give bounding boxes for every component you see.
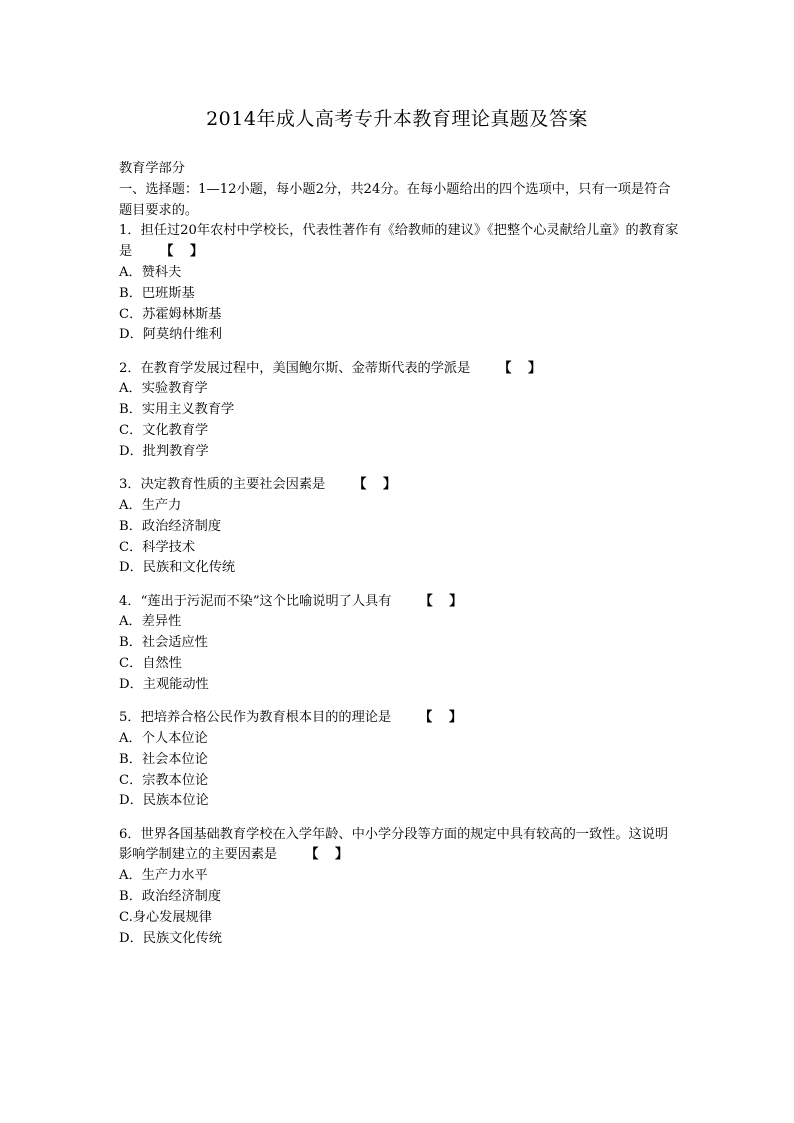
question-2 bbox=[119, 359, 679, 463]
answer-bracket: 【 】 bbox=[305, 847, 355, 863]
question-1 bbox=[119, 221, 679, 346]
section-heading: 教育学部分 bbox=[119, 161, 185, 176]
option-d: D．民族和文化传统 bbox=[119, 560, 236, 576]
option-b: B．社会适应性 bbox=[119, 635, 208, 651]
question-3 bbox=[119, 475, 679, 579]
option-b: B．巴班斯基 bbox=[119, 285, 195, 301]
option-c: C．科学技术 bbox=[119, 539, 196, 555]
option-a: A．实验教育学 bbox=[119, 381, 208, 397]
document-title: 2014年成人高考专升本教育理论真题及答案 bbox=[206, 108, 588, 130]
option-a: A．生产力水平 bbox=[119, 868, 208, 884]
answer-bracket: 【 】 bbox=[498, 360, 548, 376]
question-stem: 4．“莲出于污泥而不染”这个比喻说明了人具有 【 】 bbox=[119, 593, 469, 609]
answer-bracket: 【 】 bbox=[160, 244, 210, 260]
option-b: B．政治经济制度 bbox=[119, 518, 222, 534]
question-list bbox=[119, 221, 679, 949]
question-6 bbox=[119, 825, 679, 950]
question-stem: 5．把培养合格公民作为教育根本目的的理论是 【 】 bbox=[119, 710, 469, 726]
option-b: B．实用主义教育学 bbox=[119, 402, 235, 418]
question-stem: 1．担任过20年农村中学校长，代表性著作有《给教师的建议》《把整个心灵献给儿童》的教育家是 【 】 bbox=[119, 223, 679, 260]
option-d: D．民族文化传统 bbox=[119, 930, 222, 946]
question-4 bbox=[119, 592, 679, 696]
question-stem: 3．决定教育性质的主要社会因素是 【 】 bbox=[119, 477, 403, 493]
option-b: B．社会本位论 bbox=[119, 751, 208, 767]
question-5 bbox=[119, 708, 679, 812]
option-c: C．宗教本位论 bbox=[119, 772, 209, 788]
option-c: C．文化教育学 bbox=[119, 423, 209, 439]
instructions: 一、选择题：1—12小题，每小题2分，共24分。在每小题给出的四个选项中，只有一项是符合题目要求的。 bbox=[119, 181, 671, 218]
question-stem: 6．世界各国基础教育学校在入学年龄、中小学分段等方面的规定中具有较高的一致性。这说明影响学制建立的主要因素是 【 】 bbox=[119, 826, 669, 863]
answer-bracket: 【 】 bbox=[419, 593, 469, 609]
option-d: D．主观能动性 bbox=[119, 676, 209, 692]
option-d: D．批判教育学 bbox=[119, 443, 209, 459]
option-b: B．政治经济制度 bbox=[119, 889, 222, 904]
option-c: C．自然性 bbox=[119, 656, 182, 672]
document-body bbox=[119, 159, 679, 949]
option-a: A．生产力 bbox=[119, 497, 182, 513]
option-c: C．苏霍姆林斯基 bbox=[119, 306, 222, 322]
option-d: D．民族本位论 bbox=[119, 793, 209, 809]
answer-bracket: 【 】 bbox=[353, 477, 403, 493]
option-a: A．个人本位论 bbox=[119, 730, 208, 746]
option-a: A．赞科夫 bbox=[119, 264, 182, 280]
option-d: D．阿莫纳什维利 bbox=[119, 327, 222, 343]
question-stem: 2．在教育学发展过程中，美国鲍尔斯、金蒂斯代表的学派是 【 】 bbox=[119, 360, 548, 376]
answer-bracket: 【 】 bbox=[419, 710, 469, 726]
option-a: A．差异性 bbox=[119, 614, 182, 630]
option-c: C.身心发展规律 bbox=[119, 909, 212, 925]
